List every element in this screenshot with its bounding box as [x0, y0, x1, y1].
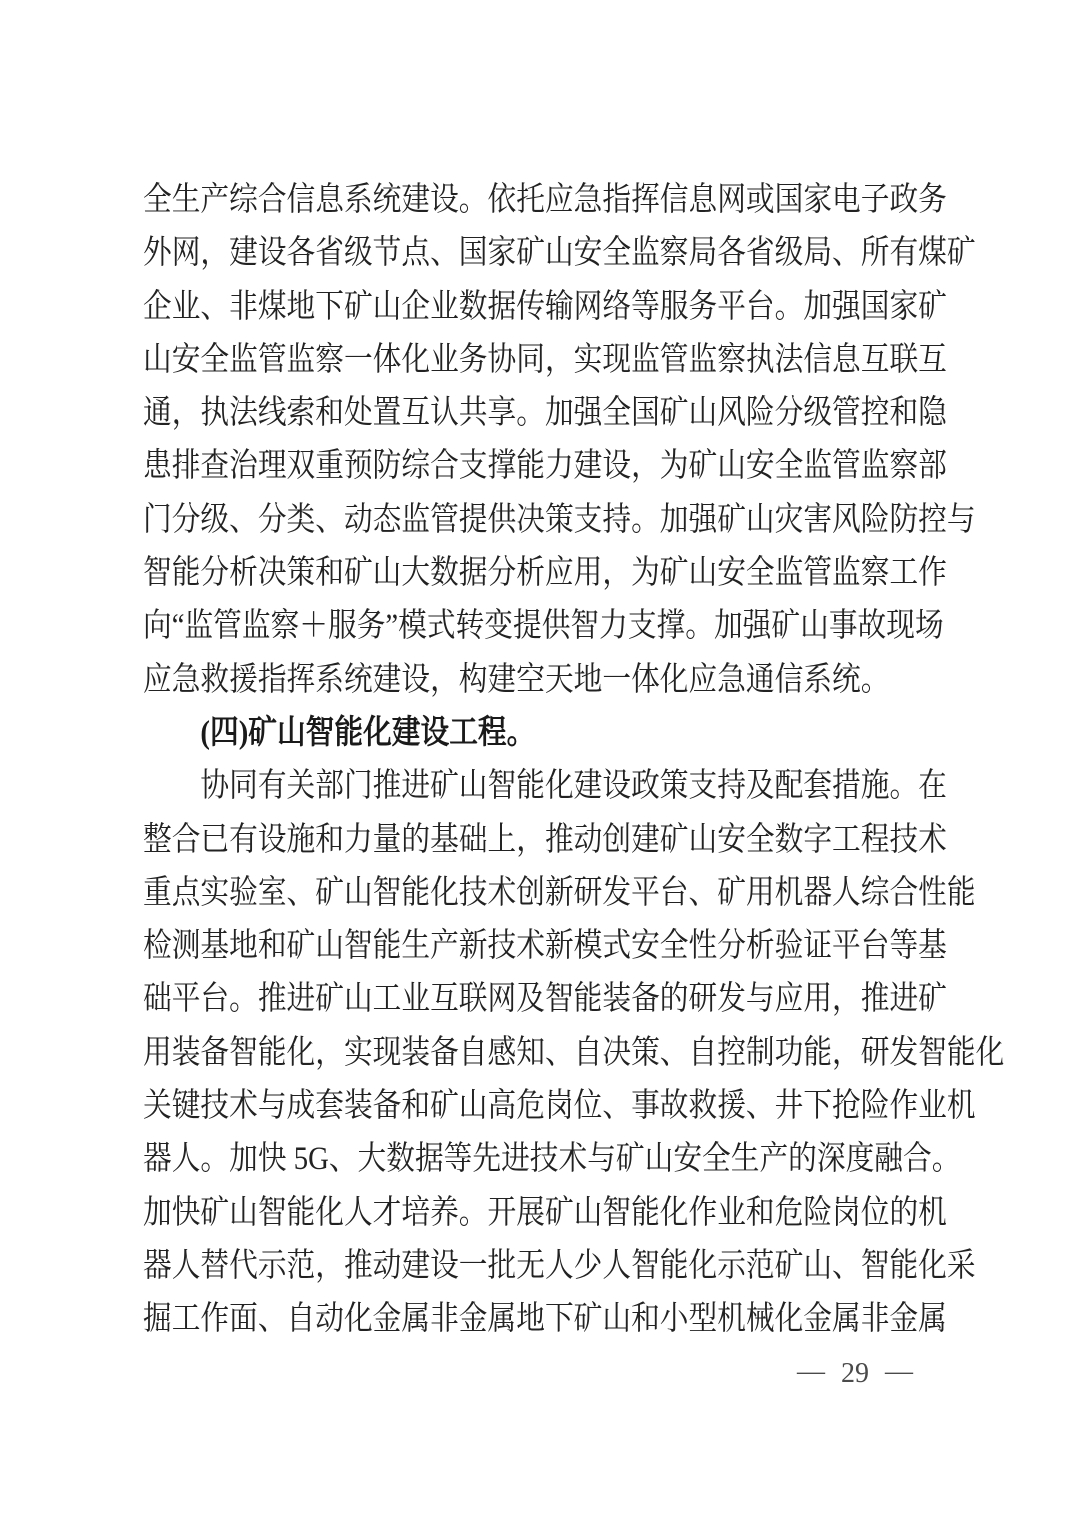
text-line: 山安全监管监察一体化业务协同，实现监管监察执法信息互联互	[143, 341, 947, 378]
text-line: 智能分析决策和矿山大数据分析应用，为矿山安全监管监察工作	[143, 555, 947, 592]
page-number-dash-left: —	[797, 1356, 825, 1387]
page-number	[797, 1356, 913, 1392]
text-line: 全生产综合信息系统建设。依托应急指挥信息网或国家电子政务	[143, 182, 947, 218]
section-heading: (四)矿山智能化建设工程。	[200, 714, 536, 751]
body-text-block	[143, 174, 1005, 1347]
text-line: 通，执法线索和处置互认共享。加强全国矿山风险分级管控和隐	[143, 395, 947, 432]
text-line: 关键技术与成套装备和矿山高危岗位、事故救援、井下抢险作业机	[143, 1088, 976, 1125]
page-number-dash-right: —	[885, 1356, 913, 1387]
text-line: 门分级、分类、动态监管提供决策支持。加强矿山灾害风险防控与	[143, 501, 976, 538]
text-line: 础平台。推进矿山工业互联网及智能装备的研发与应用，推进矿	[143, 981, 947, 1018]
text-line: 加快矿山智能化人才培养。开展矿山智能化作业和危险岗位的机	[143, 1194, 947, 1231]
text-line: 检测基地和矿山智能生产新技术新模式安全性分析验证平台等基	[143, 928, 947, 965]
text-line: 掘工作面、自动化金属非金属地下矿山和小型机械化金属非金属	[143, 1301, 947, 1338]
text-line: 协同有关部门推进矿山智能化建设政策支持及配套措施。在	[200, 768, 947, 805]
text-line: 企业、非煤地下矿山企业数据传输网络等服务平台。加强国家矿	[143, 288, 947, 325]
page-number-value: 29	[841, 1358, 869, 1389]
text-line: 器人替代示范，推动建设一批无人少人智能化示范矿山、智能化采	[143, 1247, 976, 1284]
text-line: 重点实验室、矿山智能化技术创新研发平台、矿用机器人综合性能	[143, 874, 976, 911]
text-line: 应急救援指挥系统建设，构建空天地一体化应急通信系统。	[143, 661, 890, 698]
text-line: 整合已有设施和力量的基础上，推动创建矿山安全数字工程技术	[143, 821, 947, 858]
text-line: 用装备智能化，实现装备自感知、自决策、自控制功能，研发智能化	[143, 1034, 1005, 1071]
text-line: 外网，建设各省级节点、国家矿山安全监察局各省级局、所有煤矿	[143, 235, 976, 272]
text-line: 患排查治理双重预防综合支撑能力建设，为矿山安全监管监察部	[143, 448, 947, 485]
text-line: 向“监管监察＋服务”模式转变提供智力支撑。加强矿山事故现场	[143, 608, 944, 645]
text-line: 器人。加快 5G、大数据等先进技术与矿山安全生产的深度融合。	[143, 1141, 961, 1178]
